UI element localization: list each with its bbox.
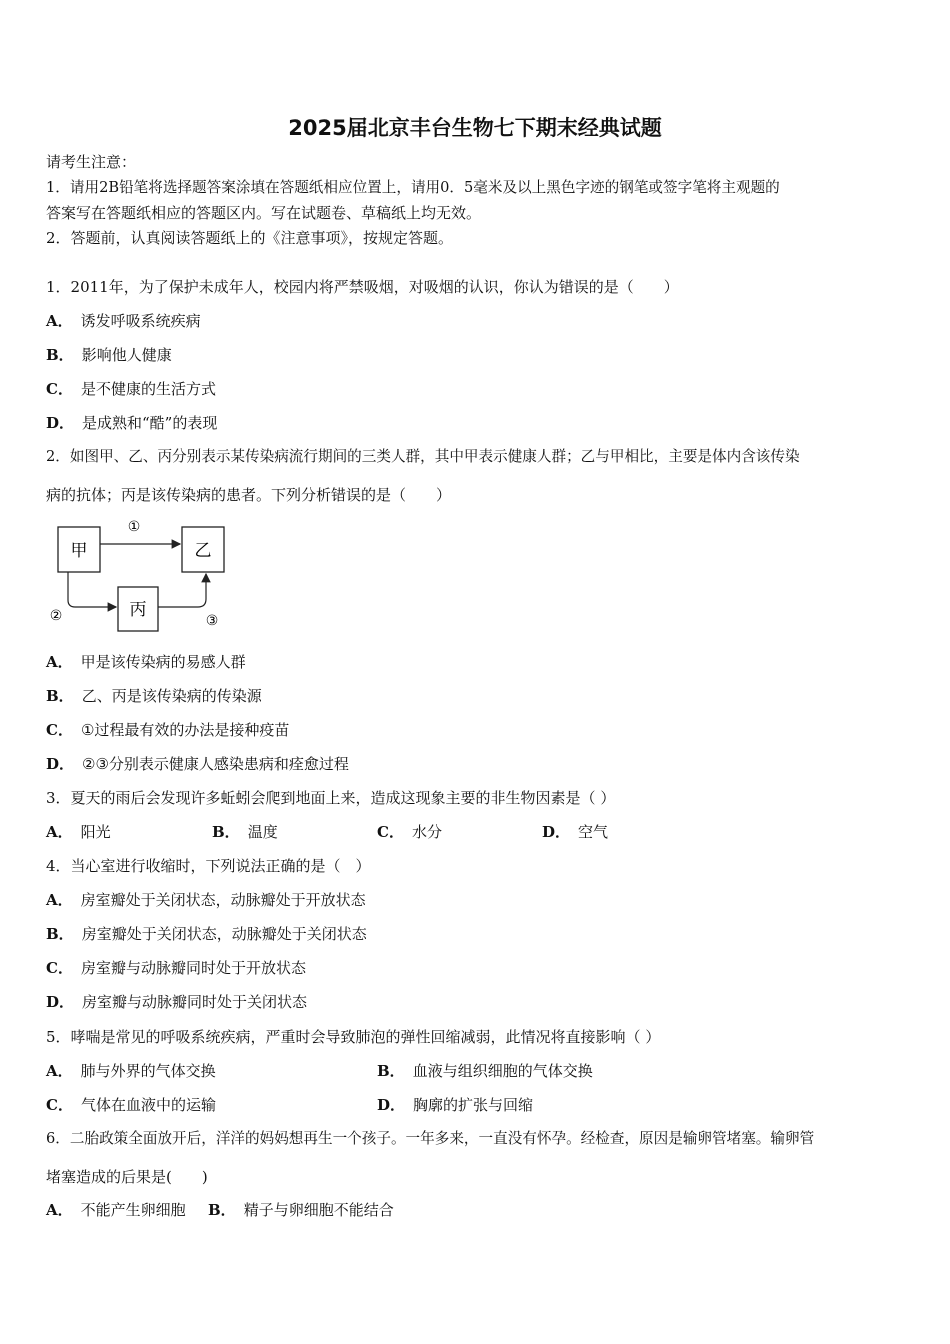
question-2-stem-line-2: 病的抗体；丙是该传染病的患者。下列分析错误的是（ ） <box>46 486 452 504</box>
arrow-2-label: ② <box>49 608 63 624</box>
question-5-stem: 5．哮喘是常见的呼吸系统疾病，严重时会导致肺泡的弹性回缩减弱，此情况将直接影响（ ） <box>46 1028 661 1046</box>
q1-option-d[interactable] <box>46 413 217 433</box>
arrow-1-label: ① <box>127 519 141 535</box>
option-label: D． <box>542 823 571 841</box>
infection-flow-diagram <box>46 515 236 633</box>
option-label: D． <box>46 414 75 432</box>
option-text: ②③分别表示健康人感染患病和痊愈过程 <box>82 755 349 773</box>
option-label: B． <box>208 1201 236 1219</box>
q4-option-b[interactable] <box>46 924 367 944</box>
option-text: 房室瓣与动脉瓣同时处于关闭状态 <box>82 993 308 1011</box>
option-text: 是不健康的生活方式 <box>80 380 216 398</box>
option-text: 房室瓣与动脉瓣同时处于开放状态 <box>80 959 306 977</box>
option-label: B． <box>46 687 74 705</box>
option-text: 诱发呼吸系统疾病 <box>80 312 201 330</box>
arrow-2 <box>68 572 116 607</box>
q1-option-c[interactable] <box>46 379 216 399</box>
question-6-stem-line-2: 堵塞造成的后果是( ) <box>46 1168 208 1186</box>
option-text: 房室瓣处于关闭状态，动脉瓣处于开放状态 <box>80 891 366 909</box>
notice-item-2: 2．答题前，认真阅读答题纸上的《注意事项》，按规定答题。 <box>46 229 454 247</box>
option-text: 空气 <box>578 823 609 841</box>
option-label: A． <box>46 1062 73 1080</box>
option-label: C． <box>46 380 73 398</box>
q5-option-a[interactable] <box>46 1061 216 1081</box>
option-text: 血液与组织细胞的气体交换 <box>412 1062 593 1080</box>
notice-item-1-line-2: 答案写在答题纸相应的答题区内。写在试题卷、草稿纸上均无效。 <box>46 204 482 222</box>
question-4-stem: 4．当心室进行收缩时，下列说法正确的是（ ） <box>46 857 371 875</box>
notice-item-1-line-1: 1．请用2B铅笔将选择题答案涂填在答题纸相应位置上，请用0．5毫米及以上黑色字迹的钢笔或签字笔将主观题的 <box>46 179 780 196</box>
option-label: A． <box>46 653 73 671</box>
q4-option-d[interactable] <box>46 992 307 1012</box>
q3-option-a[interactable] <box>46 822 111 842</box>
q2-option-b[interactable] <box>46 686 262 706</box>
notice-heading: 请考生注意： <box>46 153 137 171</box>
q1-option-b[interactable] <box>46 345 172 365</box>
q3-option-b[interactable] <box>212 822 278 842</box>
option-label: A． <box>46 823 73 841</box>
option-text: 肺与外界的气体交换 <box>80 1062 216 1080</box>
q6-option-a[interactable] <box>46 1200 186 1220</box>
option-label: D． <box>46 755 75 773</box>
option-text: 不能产生卵细胞 <box>80 1201 186 1219</box>
option-text: 阳光 <box>80 823 111 841</box>
option-text: 甲是该传染病的易感人群 <box>80 653 246 671</box>
option-text: 气体在血液中的运输 <box>80 1096 216 1114</box>
option-label: B． <box>212 823 240 841</box>
option-text: 是成熟和“酷”的表现 <box>82 414 218 432</box>
option-label: C． <box>46 959 73 977</box>
option-label: B． <box>377 1062 405 1080</box>
option-label: C． <box>46 721 73 739</box>
option-text: 胸廓的扩张与回缩 <box>413 1096 534 1114</box>
box-bing-label: 丙 <box>129 600 147 620</box>
option-text: 温度 <box>247 823 278 841</box>
q6-option-b[interactable] <box>208 1200 394 1220</box>
question-2-stem-line-1: 2．如图甲、乙、丙分别表示某传染病流行期间的三类人群，其中甲表示健康人群；乙与甲相比，主要是体内含该传染 <box>46 448 800 465</box>
option-text: 影响他人健康 <box>81 346 172 364</box>
q2-option-c[interactable] <box>46 720 289 740</box>
q4-option-c[interactable] <box>46 958 306 978</box>
q3-option-c[interactable] <box>377 822 442 842</box>
option-text: 房室瓣处于关闭状态，动脉瓣处于关闭状态 <box>81 925 367 943</box>
q2-option-a[interactable] <box>46 652 246 672</box>
option-label: B． <box>46 925 74 943</box>
q5-option-b[interactable] <box>377 1061 593 1081</box>
option-label: A． <box>46 891 73 909</box>
q5-option-d[interactable] <box>377 1095 533 1115</box>
q1-option-a[interactable] <box>46 311 201 331</box>
option-label: C． <box>377 823 404 841</box>
option-label: D． <box>46 993 75 1011</box>
q4-option-a[interactable] <box>46 890 366 910</box>
option-text: ①过程最有效的办法是接种疫苗 <box>80 721 290 739</box>
question-1-stem: 1．2011年，为了保护未成年人，校园内将严禁吸烟，对吸烟的认识，你认为错误的是（ ） <box>46 278 679 296</box>
page-title: 2025届北京丰台生物七下期末经典试题 <box>288 116 662 140</box>
option-label: C． <box>46 1096 73 1114</box>
arrow-3 <box>158 574 206 607</box>
question-6-stem-line-1: 6．二胎政策全面放开后，洋洋的妈妈想再生一个孩子。一年多来，一直没有怀孕。经检查，原因是输卵管堵塞。输卵管 <box>46 1130 815 1147</box>
q5-option-c[interactable] <box>46 1095 216 1115</box>
box-jia-label: 甲 <box>70 541 88 561</box>
option-label: B． <box>46 346 74 364</box>
option-label: A． <box>46 312 73 330</box>
q2-option-d[interactable] <box>46 754 349 774</box>
box-yi-label: 乙 <box>194 541 212 561</box>
option-label: D． <box>377 1096 406 1114</box>
question-3-stem: 3．夏天的雨后会发现许多蚯蚓会爬到地面上来，造成这现象主要的非生物因素是（ ） <box>46 789 616 807</box>
option-label: A． <box>46 1201 73 1219</box>
option-text: 精子与卵细胞不能结合 <box>243 1201 394 1219</box>
option-text: 水分 <box>411 823 442 841</box>
q3-option-d[interactable] <box>542 822 608 842</box>
arrow-3-label: ③ <box>205 613 219 629</box>
option-text: 乙、丙是该传染病的传染源 <box>81 687 262 705</box>
